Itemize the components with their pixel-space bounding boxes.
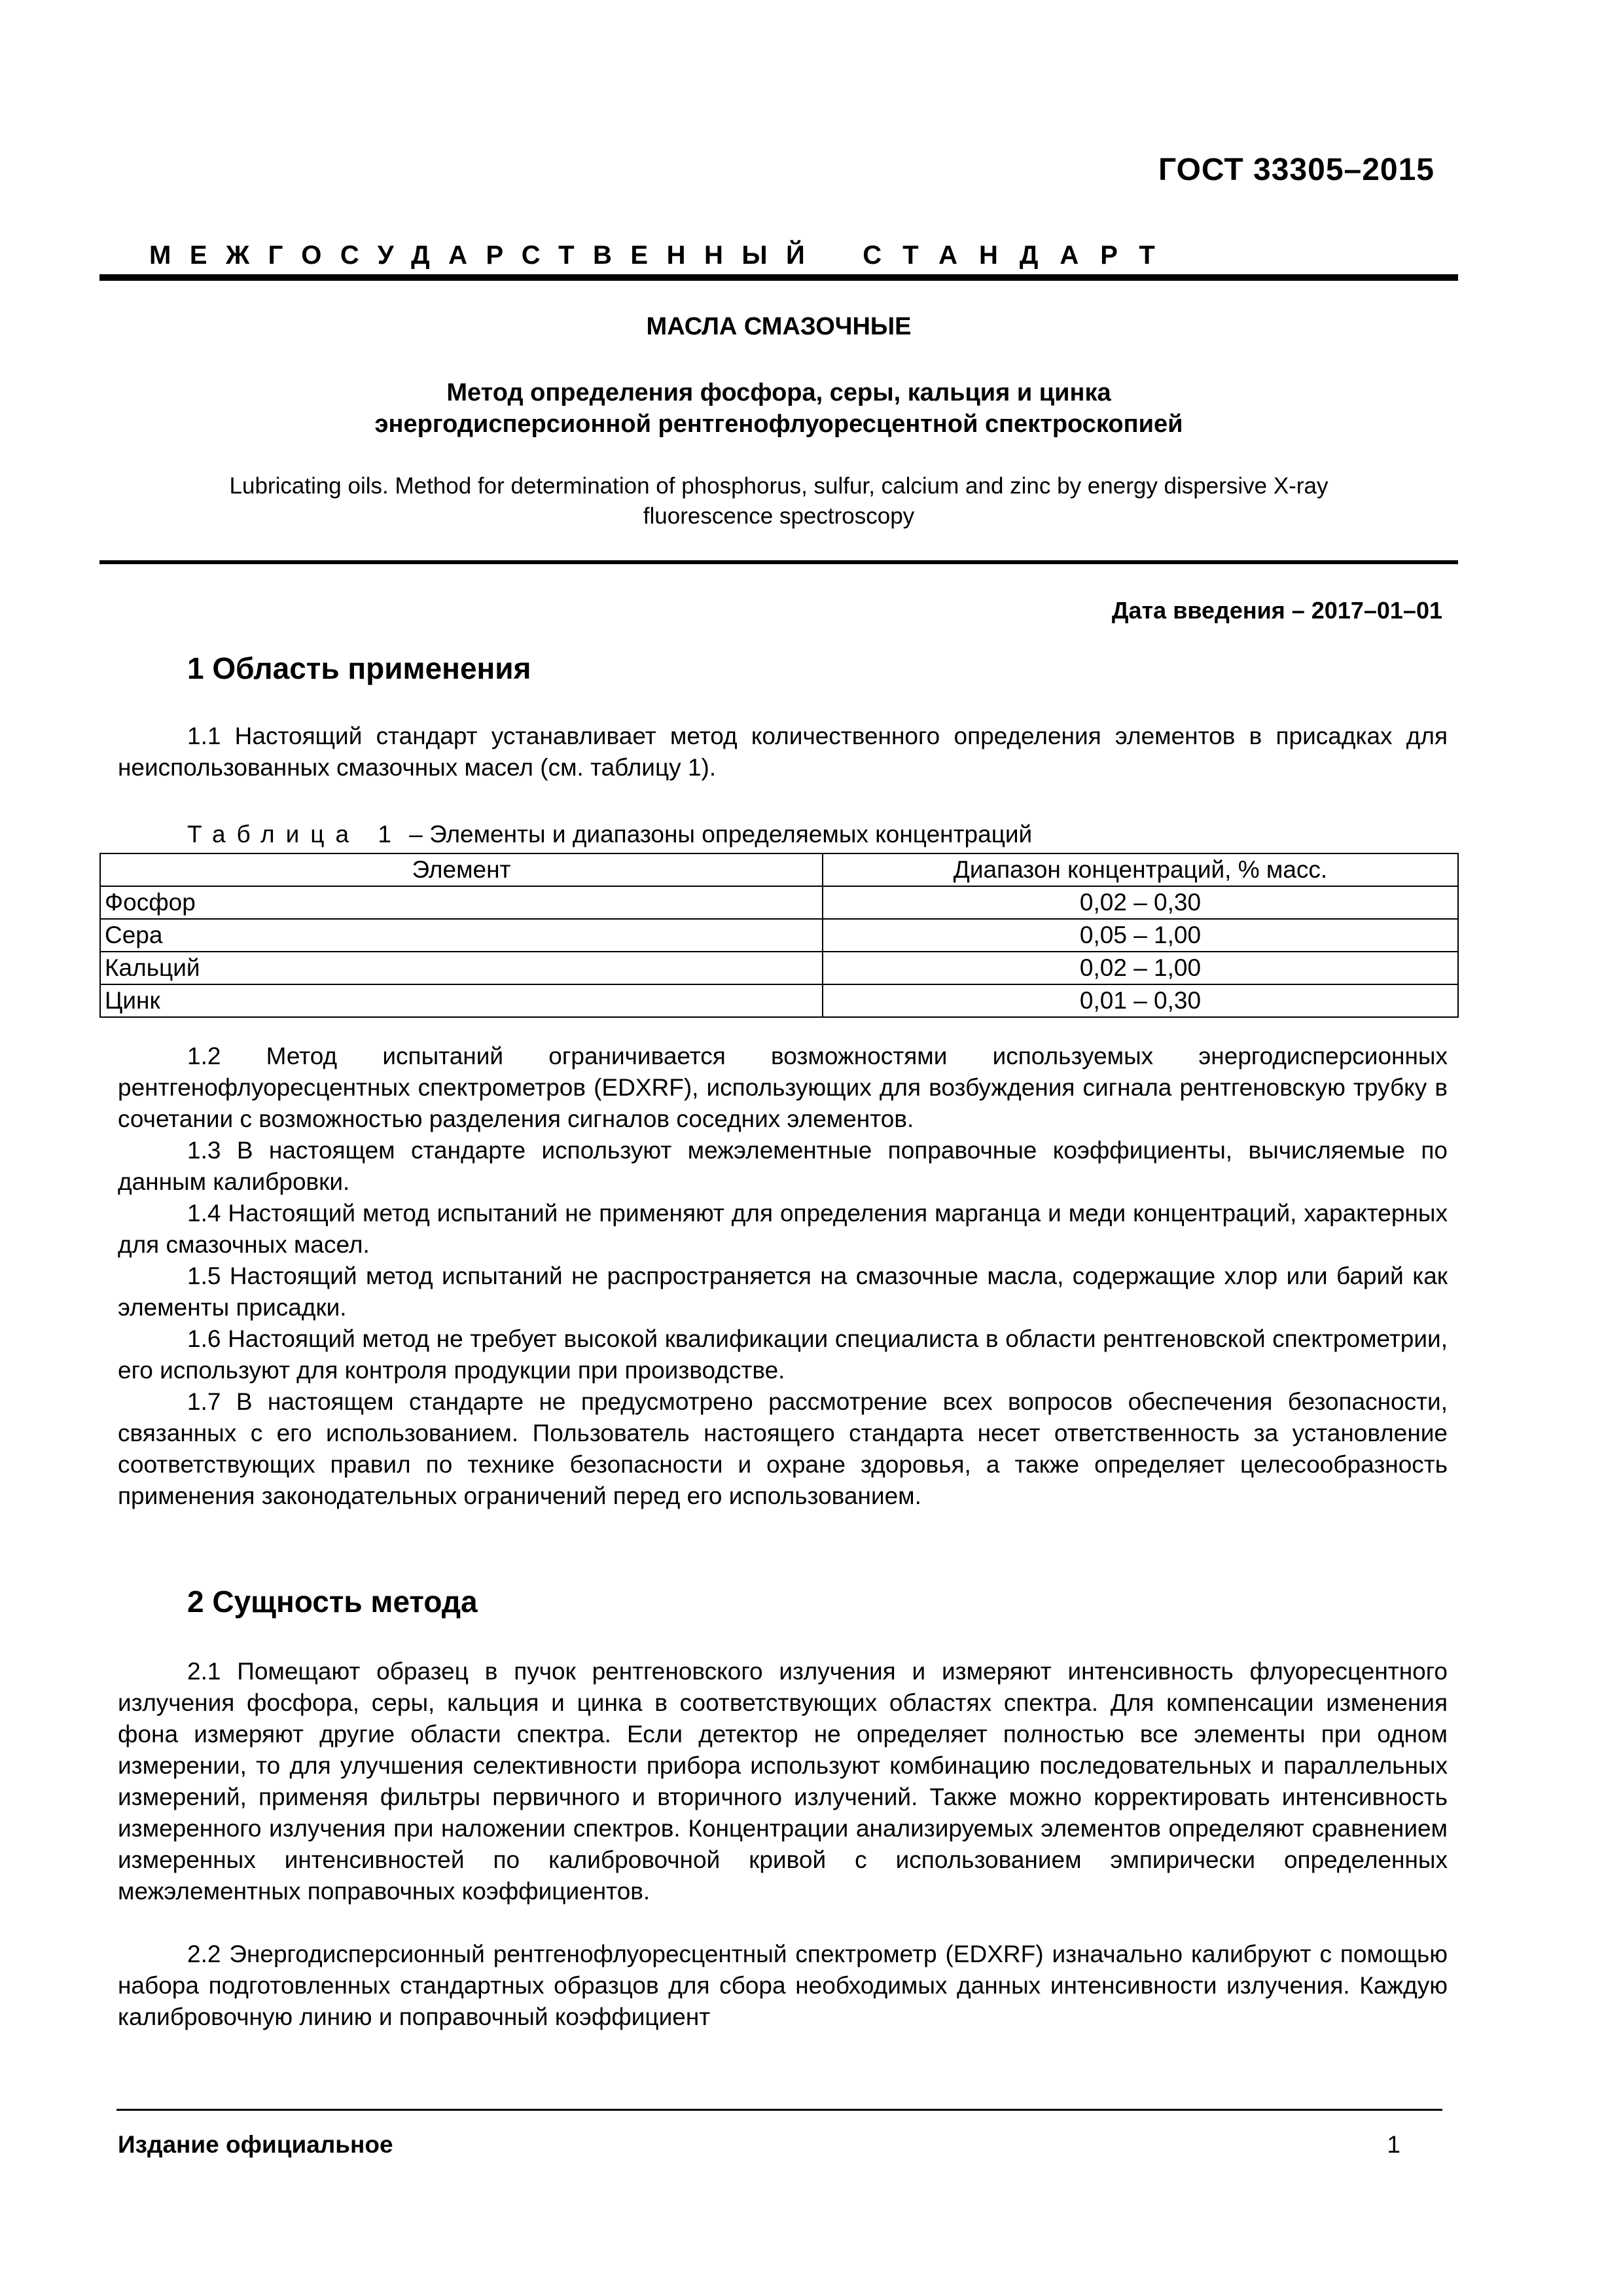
- element-cell: Сера: [100, 919, 823, 952]
- paragraph-1-4: 1.4 Настоящий метод испытаний не применяют для определения марганца и меди концентраций, характерных для смазочных масел.: [118, 1200, 1448, 1258]
- section-heading-scope: 1 Область применения: [187, 651, 531, 685]
- table-row: [100, 919, 1458, 952]
- document-subtitle: [99, 377, 1458, 440]
- table-caption-label: Таблица 1: [187, 821, 402, 848]
- footer-rule: [116, 2109, 1442, 2111]
- english-title: [99, 471, 1458, 531]
- paragraph-1-5: 1.5 Настоящий метод испытаний не распространяется на смазочные масла, содержащие хлор или барий как элементы присадки.: [118, 1263, 1448, 1321]
- paragraph-2-2: 2.2 Энергодисперсионный рентгенофлуоресцентный спектрометр (EDXRF) изначально калибруют с помощью набора подготовленных стандартных образцов для сбора необходимых данных интенсивности излучения. Каждую калибровочную линию и поправочный коэффициент: [118, 1941, 1448, 2030]
- document-title: МАСЛА СМАЗОЧНЫЕ: [646, 313, 912, 340]
- page-number: 1: [1387, 2131, 1400, 2158]
- document-code: ГОСТ 33305–2015: [1158, 152, 1435, 187]
- range-cell: 0,02 – 0,30: [823, 886, 1458, 919]
- element-cell: Кальций: [100, 952, 823, 984]
- official-edition-label: Издание официальное: [118, 2131, 393, 2158]
- table-caption: [187, 821, 1032, 848]
- interstate-word: МЕЖГОСУДАРСТВЕННЫЙ: [149, 241, 824, 270]
- column-header-element: Элемент: [100, 853, 823, 886]
- introduction-date: Дата введения – 2017–01–01: [1111, 597, 1442, 624]
- subtitle-line: Метод определения фосфора, серы, кальция и цинка: [446, 379, 1111, 406]
- standard-word: СТАНДАРТ: [863, 241, 1177, 270]
- column-header-range: Диапазон концентраций, % масс.: [823, 853, 1458, 886]
- table-caption-text: – Элементы и диапазоны определяемых концентраций: [409, 821, 1033, 848]
- range-cell: 0,01 – 0,30: [823, 984, 1458, 1017]
- header-rule: [99, 274, 1458, 281]
- title-rule: [99, 560, 1458, 564]
- concentration-table: [99, 853, 1459, 1018]
- paragraph-1-7: 1.7 В настоящем стандарте не предусмотрено рассмотрение всех вопросов обеспечения безопасности, связанных с его использованием. Пользователь настоящего стандарта несет ответственность за установление соответствующих правил по технике безопасности и охране здоровья, а также определяет целесообразность применения законодательных ограничений перед его использованием.: [118, 1388, 1448, 1509]
- english-title-line: fluorescence spectroscopy: [643, 503, 915, 529]
- paragraph-1-2: 1.2 Метод испытаний ограничивается возможностями используемых энергодисперсионных рентгенофлуоресцентных спектрометров (EDXRF), использующих для возбуждения сигнала рентгеновскую трубку в сочетании с возможностью разделения сигналов соседних элементов.: [118, 1043, 1448, 1132]
- paragraph-1-1: 1.1 Настоящий стандарт устанавливает метод количественного определения элементов в присадках для неиспользованных смазочных масел (см. таблицу 1).: [118, 723, 1448, 781]
- table-row: [100, 984, 1458, 1017]
- range-cell: 0,02 – 1,00: [823, 952, 1458, 984]
- table-row: [100, 952, 1458, 984]
- range-cell: 0,05 – 1,00: [823, 919, 1458, 952]
- english-title-line: Lubricating oils. Method for determination of phosphorus, sulfur, calcium and zinc by energy dispersive X-ray: [229, 473, 1329, 499]
- element-cell: Цинк: [100, 984, 823, 1017]
- paragraph-2-1: 2.1 Помещают образец в пучок рентгеновского излучения и измеряют интенсивность флуоресцентного излучения фосфора, серы, кальция и цинка в соответствующих областях спектра. Для компенсации изменения фона измеряют другие области спектра. Если детектор не определяет полностью все элементы при одном измерении, то для улучшения селективности прибора используют комбинацию последовательных и параллельных измерений, применяя фильтры первичного и вторичного излучений. Также можно корректировать интенсивность измеренного излучения при наложении спектров. Концентрации анализируемых элементов определяют сравнением измеренных интенсивностей по калибровочной кривой с использованием эмпирически определенных межэлементных поправочных коэффициентов.: [118, 1658, 1448, 1905]
- paragraph-1-6: 1.6 Настоящий метод не требует высокой квалификации специалиста в области рентгеновской спектрометрии, его используют для контроля продукции при производстве.: [118, 1325, 1448, 1384]
- table-header-row: [100, 853, 1458, 886]
- section-heading-method-essence: 2 Сущность метода: [187, 1585, 478, 1619]
- paragraph-1-3: 1.3 В настоящем стандарте используют межэлементные поправочные коэффициенты, вычисляемые по данным калибровки.: [118, 1137, 1448, 1195]
- subtitle-line: энергодисперсионной рентгенофлуоресцентной спектроскопией: [374, 410, 1183, 438]
- interstate-standard-banner: [149, 241, 1380, 270]
- element-cell: Фосфор: [100, 886, 823, 919]
- table-row: [100, 886, 1458, 919]
